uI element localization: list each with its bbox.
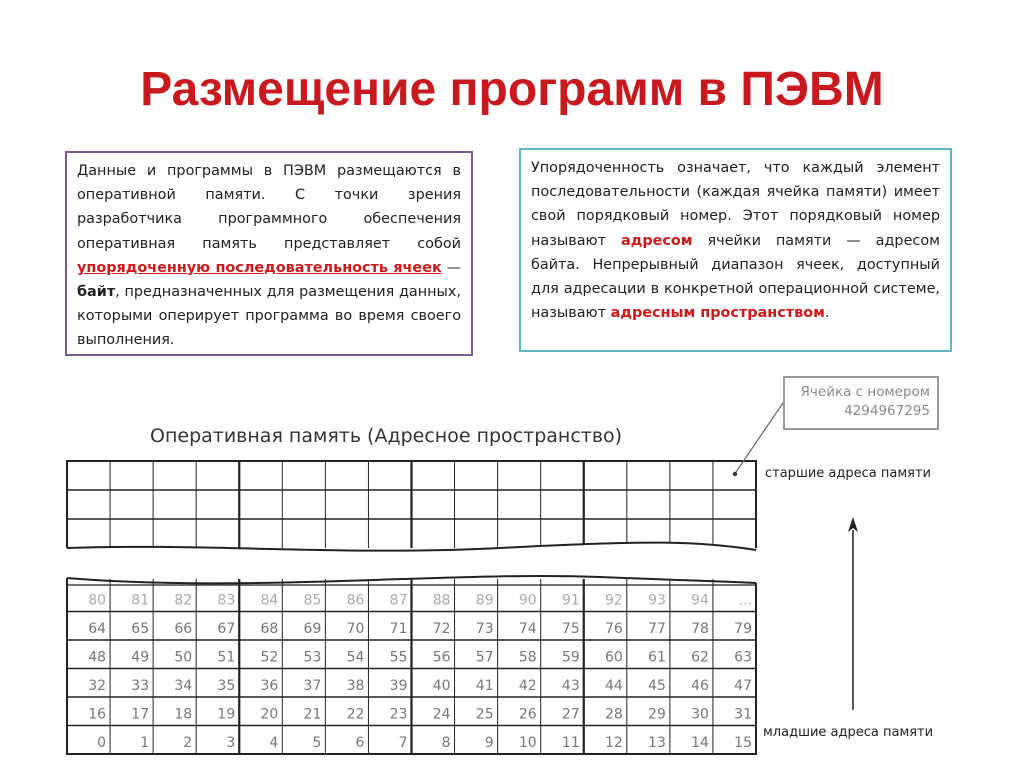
memory-cell-number: 61 <box>648 649 666 666</box>
low-addresses-label: младшие адреса памяти <box>763 725 934 740</box>
memory-cell-number: 72 <box>432 621 451 637</box>
definition-highlight: упорядоченную последовательность ячеек <box>77 259 442 276</box>
memory-cell-number: 73 <box>475 621 494 637</box>
memory-cell-number: 70 <box>346 621 365 637</box>
memory-cell-number: 27 <box>561 706 580 723</box>
memory-cell-number: 54 <box>346 649 365 666</box>
memory-cell-number: 6 <box>355 735 365 751</box>
memory-cell-number: 38 <box>346 678 365 694</box>
memory-cell-number: 4 <box>269 735 279 751</box>
memory-cell-number: 75 <box>561 621 580 637</box>
memory-cell-number: 8 <box>441 735 451 751</box>
memory-cell-number: 23 <box>389 706 408 723</box>
memory-cell-number: 35 <box>217 678 236 694</box>
memory-cell-number: 90 <box>518 592 537 609</box>
memory-cell-number: 65 <box>131 621 150 637</box>
memory-cell-number: 68 <box>260 621 279 637</box>
callout-pointer-line <box>736 403 783 472</box>
memory-cell-number: 84 <box>260 592 279 609</box>
memory-cell-number: 44 <box>604 678 623 694</box>
definition-text-1: Данные и программы в ПЭВМ размещаются в оперативной памяти. С точки зрения разработчика программного обеспечения оперативная память представляет собой <box>77 163 461 252</box>
memory-cell-number: 45 <box>648 678 666 694</box>
memory-cell-number: 15 <box>734 735 752 751</box>
memory-cell-number: 41 <box>475 678 494 694</box>
memory-cell-number: 53 <box>303 649 322 666</box>
memory-cell-number: 77 <box>648 621 666 637</box>
memory-diagram-title: Оперативная память (Адресное пространство) <box>150 425 623 447</box>
explanation-highlight-address: адресом <box>621 232 693 249</box>
memory-cell-number: 52 <box>260 649 279 666</box>
memory-cell-number: 92 <box>604 592 623 609</box>
memory-cell-number: 0 <box>97 735 107 751</box>
memory-cell-number: 31 <box>734 706 752 723</box>
memory-cell-number: 21 <box>303 706 322 723</box>
memory-cell-number: 34 <box>174 678 193 694</box>
memory-cell-number: 94 <box>691 592 709 609</box>
memory-cell-number: 10 <box>518 735 537 751</box>
memory-cell-number: 51 <box>217 649 236 666</box>
memory-cell-number: 29 <box>648 706 666 723</box>
memory-cell-number: 3 <box>226 735 236 751</box>
memory-cell-number: 93 <box>648 592 666 609</box>
callout-line-1: Ячейка с номером <box>800 384 930 400</box>
memory-cell-number: 91 <box>561 592 580 609</box>
explanation-text-3: . <box>824 305 830 322</box>
memory-cell-number: 14 <box>691 735 709 751</box>
memory-cell-number: 30 <box>691 706 709 723</box>
memory-cell-number: 7 <box>398 735 408 751</box>
memory-cell-number: 32 <box>88 678 107 694</box>
memory-cell-number: 48 <box>88 649 107 666</box>
memory-cell-number: 66 <box>174 621 193 637</box>
memory-cell-number: 26 <box>518 706 537 723</box>
callout-line-2: 4294967295 <box>844 403 930 419</box>
last-cell-marker <box>733 472 737 476</box>
arrow-head-icon <box>848 517 858 532</box>
memory-cell-number: 80 <box>88 592 107 609</box>
memory-cell-number: 37 <box>303 678 322 694</box>
memory-cell-number: 55 <box>389 649 408 666</box>
memory-cell-number: 40 <box>432 678 451 694</box>
memory-cell-number: 16 <box>88 706 107 723</box>
memory-cell-number: 11 <box>561 735 580 751</box>
memory-cell-number: 58 <box>518 649 537 666</box>
memory-cell-number: 57 <box>475 649 494 666</box>
memory-cell-number: 9 <box>484 735 494 751</box>
explanation-highlight-space: адресным пространством <box>610 305 825 322</box>
memory-cell-number: 83 <box>217 592 236 609</box>
memory-cell-number: 59 <box>561 649 580 666</box>
explanation-text-1: Упорядоченность означает, что каждый элемент последовательности (каждая ячейка памяти) имеет свой порядковый номер. Этот порядковый номер называют <box>531 160 940 249</box>
memory-cell-number: 79 <box>734 621 752 637</box>
memory-cell-number: 86 <box>346 592 365 609</box>
definition-text-3: , предназначенных для размещения данных, которыми оперирует программа во время своего выполнения. <box>77 284 461 349</box>
memory-cell-number: 49 <box>131 649 150 666</box>
memory-cell-number: 19 <box>217 706 236 723</box>
memory-cell-number: 1 <box>140 735 150 751</box>
memory-cell-number: 28 <box>604 706 623 723</box>
memory-cell-number: 47 <box>734 678 752 694</box>
memory-cell-number: 60 <box>604 649 623 666</box>
memory-cell-number: 17 <box>131 706 150 723</box>
memory-cell-number: 20 <box>260 706 279 723</box>
memory-cell-number: 85 <box>303 592 322 609</box>
definition-text-2: — <box>441 259 462 276</box>
high-addresses-label: старшие адреса памяти <box>765 466 931 481</box>
memory-cell-number: 63 <box>734 649 752 666</box>
memory-cell-number: 56 <box>432 649 451 666</box>
memory-cell-number: 12 <box>604 735 623 751</box>
memory-cell-number: 69 <box>303 621 322 637</box>
definition-bold-term: байт <box>77 284 116 301</box>
memory-cell-number: 25 <box>475 706 494 723</box>
memory-cell-number: 89 <box>475 592 494 609</box>
memory-cell-number: 39 <box>389 678 408 694</box>
memory-cell-number: 2 <box>183 735 193 751</box>
memory-cell-number: 5 <box>312 735 322 751</box>
memory-cell-number: ... <box>738 592 752 609</box>
memory-cell-number: 62 <box>691 649 709 666</box>
memory-cell-number: 43 <box>561 678 580 694</box>
memory-cell-number: 88 <box>432 592 451 609</box>
explanation-text-2: ячейки памяти — адресом байта. Непрерывный диапазон ячеек, доступный для адресации в конкретной операционной системе, называют <box>531 232 940 322</box>
memory-cell-number: 42 <box>518 678 537 694</box>
memory-cell-number: 13 <box>648 735 666 751</box>
memory-cell-number: 87 <box>389 592 408 609</box>
memory-cell-number: 67 <box>217 621 236 637</box>
memory-cell-number: 36 <box>260 678 279 694</box>
memory-cell-number: 50 <box>174 649 193 666</box>
memory-cell-number: 18 <box>174 706 193 723</box>
memory-cell-number: 78 <box>691 621 709 637</box>
memory-cell-number: 33 <box>131 678 150 694</box>
memory-cell-number: 82 <box>174 592 193 609</box>
memory-cell-number: 76 <box>604 621 623 637</box>
memory-cell-number: 64 <box>88 621 107 637</box>
memory-cell-number: 46 <box>691 678 709 694</box>
memory-cell-number: 81 <box>131 592 150 609</box>
memory-cell-number: 22 <box>346 706 365 723</box>
memory-cell-number: 71 <box>389 621 408 637</box>
memory-cell-number: 74 <box>518 621 537 637</box>
slide-title: Размещение программ в ПЭВМ <box>140 63 884 116</box>
memory-cell-number: 24 <box>432 706 451 723</box>
